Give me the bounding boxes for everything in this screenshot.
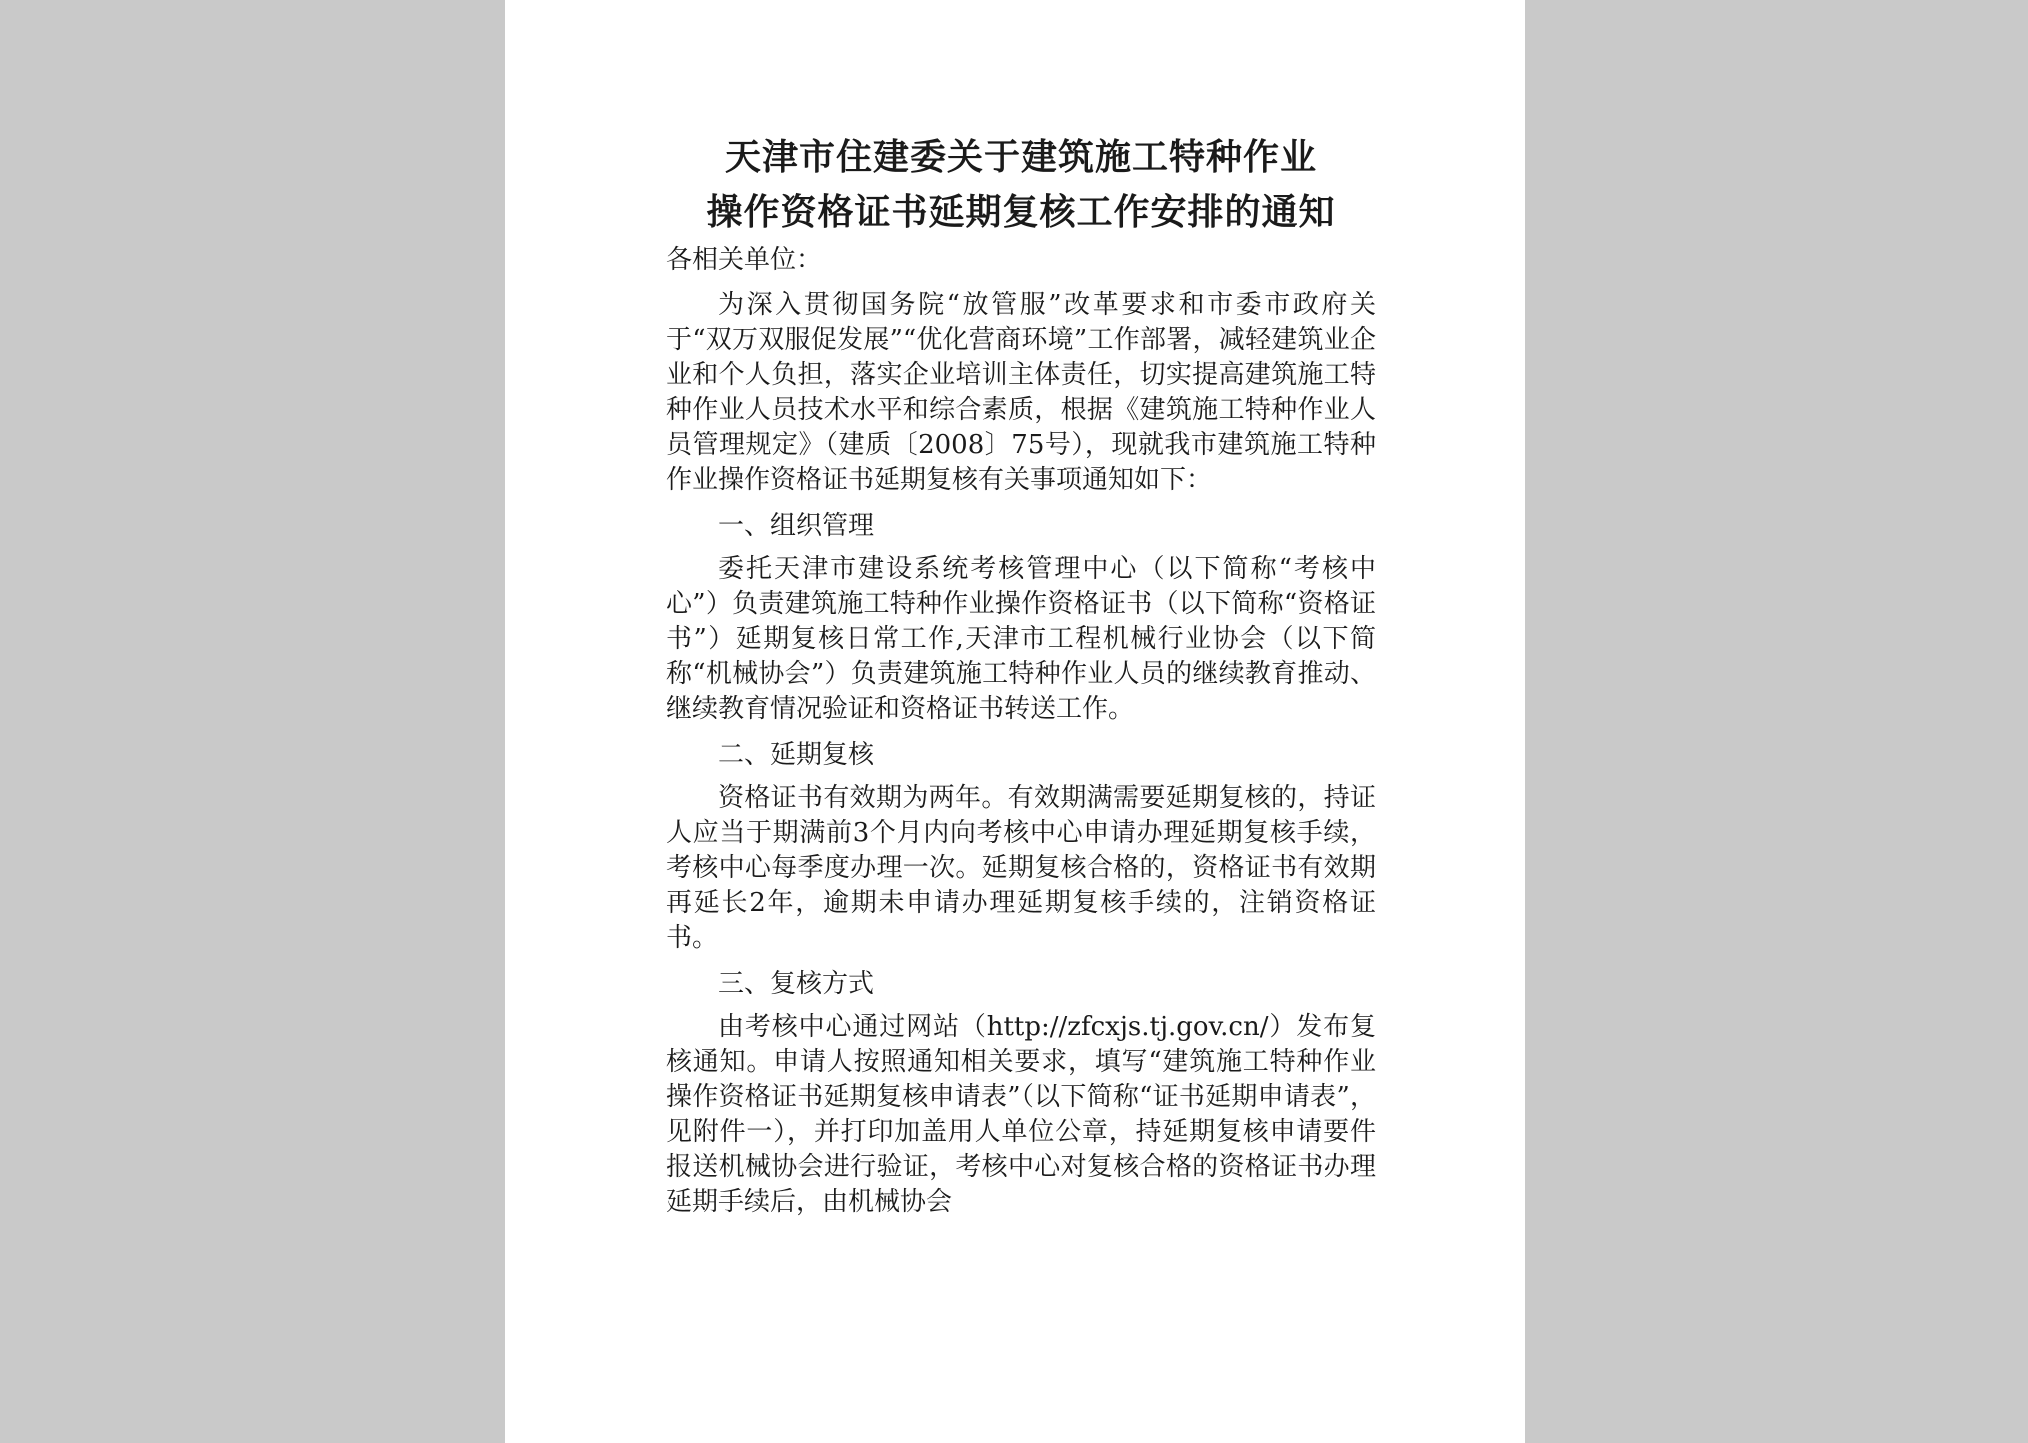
section-body-organization: 委托天津市建设系统考核管理中心（以下简称“考核中心”）负责建筑施工特种作业操作资格证书（以下简称“资格证书”）延期复核日常工作,天津市工程机械行业协会（以下简称“机械协会”）负责建筑施工特种作业人员的继续教育推动、继续教育情况验证和资格证书转送工作。 [666,554,1376,724]
document-title [666,130,1376,240]
title-line-1: 天津市住建委关于建筑施工特种作业 [724,136,1317,178]
document-body [666,130,1376,1230]
section-body-review-method: 由考核中心通过网站（http://zfcxjs.tj.gov.cn/）发布复核通知。申请人按照通知相关要求，填写“建筑施工特种作业操作资格证书延期复核申请表”（以下简称“证书延期申请表”，见附件一），并打印加盖用人单位公章，持延期复核申请要件报送机械协会进行验证，考核中心对复核合格的资格证书办理延期手续后，由机械协会 [666,1012,1376,1217]
intro-paragraph: 为深入贯彻国务院“放管服”改革要求和市委市政府关于“双万双服促发展”“优化营商环境”工作部署，减轻建筑业企业和个人负担，落实企业培训主体责任，切实提高建筑施工特种作业人员技术水平和综合素质，根据《建筑施工特种作业人员管理规定》（建质〔2008〕75号），现就我市建筑施工特种作业操作资格证书延期复核有关事项通知如下： [666,290,1376,495]
document-page [505,0,1525,1443]
section-heading-review-method: 三、复核方式 [718,969,875,999]
salutation: 各相关单位： [666,245,823,275]
section-heading-extension-review: 二、延期复核 [718,740,875,770]
section-heading-organization: 一、组织管理 [718,511,875,541]
section-body-extension-review: 资格证书有效期为两年。有效期满需要延期复核的，持证人应当于期满前3个月内向考核中心申请办理延期复核手续，考核中心每季度办理一次。延期复核合格的，资格证书有效期再延长2年，逾期未申请办理延期复核手续的，注销资格证书。 [666,783,1376,953]
title-line-2: 操作资格证书延期复核工作安排的通知 [706,191,1336,233]
